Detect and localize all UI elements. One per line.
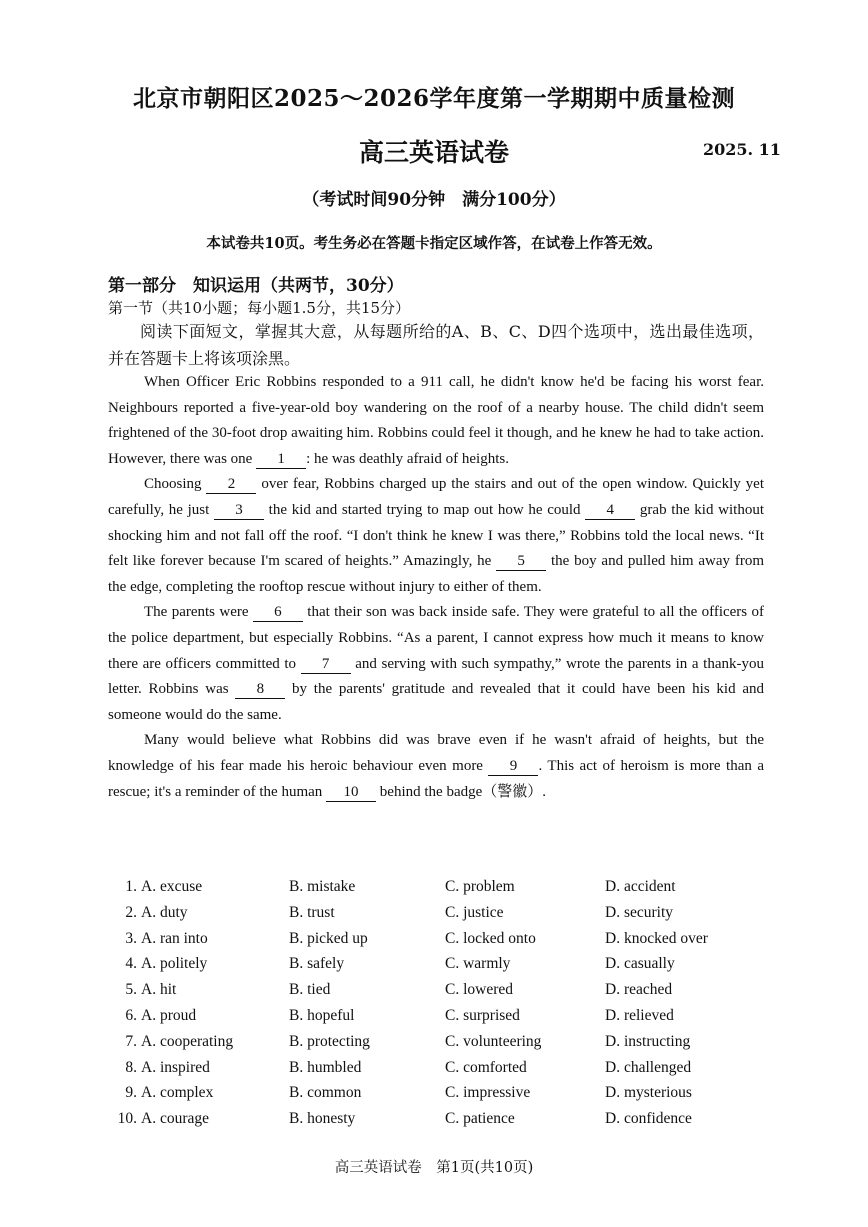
passage-paragraph-2: Choosing 2 over fear, Robbins charged up the stairs and out of the open window. Quickly yet carefully, he just 3 the kid and started trying to map out how he could 4 grab the kid without shocking him and not fall off the roof. “I don't think he knew I was there,” Robbins told the local news. “It felt like forever because I'm scared of heights.” Amazingly, he 5 the boy and pulled him away from the edge, completing the rooftop rescue without injury to either of them. bbox=[108, 476, 764, 595]
blank-9: 9 bbox=[488, 758, 538, 776]
cloze-passage bbox=[108, 370, 764, 805]
option-a: A. courage bbox=[141, 1110, 209, 1128]
option-d: D. relieved bbox=[605, 1006, 674, 1024]
option-a: A. hit bbox=[141, 981, 177, 999]
blank-1: 1 bbox=[256, 451, 306, 469]
question-row bbox=[115, 930, 775, 956]
question-number: 8. bbox=[125, 1058, 137, 1076]
option-a: A. cooperating bbox=[141, 1032, 234, 1050]
question-row bbox=[115, 878, 775, 904]
exam-title: 北京市朝阳区2025～2026学年度第一学期期中质量检测 bbox=[132, 85, 736, 112]
option-a: A. proud bbox=[141, 1006, 197, 1024]
option-b: B. safely bbox=[289, 955, 345, 973]
blank-6: 6 bbox=[253, 604, 303, 622]
question-row bbox=[115, 1084, 775, 1110]
option-d: D. confidence bbox=[605, 1110, 692, 1128]
question-row bbox=[115, 904, 775, 930]
option-d: D. accident bbox=[605, 878, 676, 895]
option-b: B. mistake bbox=[289, 878, 356, 895]
question-number: 9. bbox=[125, 1084, 137, 1102]
exam-date: 2025. 11 bbox=[703, 140, 781, 159]
answer-options bbox=[115, 878, 775, 1136]
question-row bbox=[115, 1007, 775, 1033]
section-instructions: 阅读下面短文，掌握其大意，从每题所给的A、B、C、D四个选项中，选出最佳选项，并在答题卡上将该项涂黑。 bbox=[108, 322, 764, 368]
question-row bbox=[115, 955, 775, 981]
option-c: C. surprised bbox=[445, 1006, 520, 1024]
passage-paragraph-4: Many would believe what Robbins did was brave even if he wasn't afraid of heights, but the knowledge of his fear made his heroic behaviour even more 9 . This act of heroism is more than a rescue; it's a reminder of the human 10 behind the badge（警徽）. bbox=[108, 732, 765, 800]
question-number: 3. bbox=[125, 929, 137, 947]
blank-2: 2 bbox=[206, 476, 256, 494]
option-c: C. impressive bbox=[445, 1084, 531, 1102]
option-c: C. patience bbox=[445, 1110, 515, 1128]
option-d: D. security bbox=[605, 903, 674, 921]
option-d: D. mysterious bbox=[605, 1084, 692, 1102]
blank-10: 10 bbox=[326, 784, 376, 802]
blank-3: 3 bbox=[214, 502, 264, 520]
exam-notice: 本试卷共10页。考生务必在答题卡指定区域作答，在试卷上作答无效。 bbox=[206, 235, 662, 252]
question-row bbox=[115, 1059, 775, 1085]
option-d: D. reached bbox=[605, 981, 673, 999]
exam-time-info: （考试时间90分钟 满分100分） bbox=[302, 190, 566, 210]
option-c: C. comforted bbox=[445, 1058, 527, 1076]
option-a: A. ran into bbox=[141, 929, 208, 947]
part-one-title: 第一部分 知识运用（共两节，30分） bbox=[108, 276, 404, 296]
option-b: B. humbled bbox=[289, 1058, 362, 1076]
blank-7: 7 bbox=[301, 656, 351, 674]
question-number: 2. bbox=[125, 903, 137, 921]
option-a: A. politely bbox=[141, 955, 208, 973]
option-c: C. warmly bbox=[445, 955, 511, 973]
passage-paragraph-1: When Officer Eric Robbins responded to a 911 call, he didn't know he'd be facing his worst fear. Neighbours reported a five-year-old boy wandering on the roof of a nearby house. The child didn't seem frightened of the 30-foot drop awaiting him. Robbins could feel it though, and he knew he had to take action. However, there was one 1 : he was deathly afraid of heights. bbox=[108, 374, 764, 467]
question-number: 1. bbox=[125, 878, 137, 895]
question-number: 5. bbox=[125, 981, 137, 999]
option-a: A. excuse bbox=[141, 878, 203, 895]
question-row bbox=[115, 981, 775, 1007]
blank-8: 8 bbox=[235, 681, 285, 699]
option-b: B. protecting bbox=[289, 1032, 370, 1050]
option-a: A. duty bbox=[141, 903, 188, 921]
option-c: C. locked onto bbox=[445, 929, 536, 947]
page-footer: 高三英语试卷 第1页(共10页) bbox=[334, 1160, 534, 1176]
option-b: B. trust bbox=[289, 903, 335, 921]
option-d: D. challenged bbox=[605, 1058, 692, 1076]
question-number: 7. bbox=[125, 1032, 137, 1050]
question-row bbox=[115, 1110, 775, 1136]
option-c: C. problem bbox=[445, 878, 515, 895]
passage-paragraph-3: The parents were 6 that their son was back inside safe. They were grateful to all the officers of the police department, but especially Robbins. “As a parent, I cannot express how much it means to know there are officers committed to 7 and serving with such sympathy,” wrote the parents in a thank-you letter. Robbins was 8 by the parents' gratitude and revealed that it could have been his kid and someone would do the same. bbox=[108, 604, 765, 723]
option-b: B. common bbox=[289, 1084, 362, 1102]
option-d: D. casually bbox=[605, 955, 675, 973]
option-b: B. honesty bbox=[289, 1110, 356, 1128]
option-b: B. tied bbox=[289, 981, 331, 999]
blank-5: 5 bbox=[496, 553, 546, 571]
option-b: B. picked up bbox=[289, 929, 368, 947]
option-c: C. justice bbox=[445, 903, 504, 921]
option-c: C. lowered bbox=[445, 981, 514, 999]
question-number: 4. bbox=[125, 955, 137, 973]
question-row bbox=[115, 1033, 775, 1059]
paper-subject-title: 高三英语试卷 bbox=[358, 138, 509, 167]
option-a: A. complex bbox=[141, 1084, 214, 1102]
option-d: D. knocked over bbox=[605, 929, 708, 947]
option-b: B. hopeful bbox=[289, 1006, 355, 1024]
option-c: C. volunteering bbox=[445, 1032, 542, 1050]
question-number: 10. bbox=[117, 1110, 137, 1128]
blank-4: 4 bbox=[585, 502, 635, 520]
section-one-title: 第一节（共10小题；每小题1.5分，共15分） bbox=[108, 299, 411, 317]
option-d: D. instructing bbox=[605, 1032, 691, 1050]
question-number: 6. bbox=[125, 1006, 137, 1024]
option-a: A. inspired bbox=[141, 1058, 210, 1076]
